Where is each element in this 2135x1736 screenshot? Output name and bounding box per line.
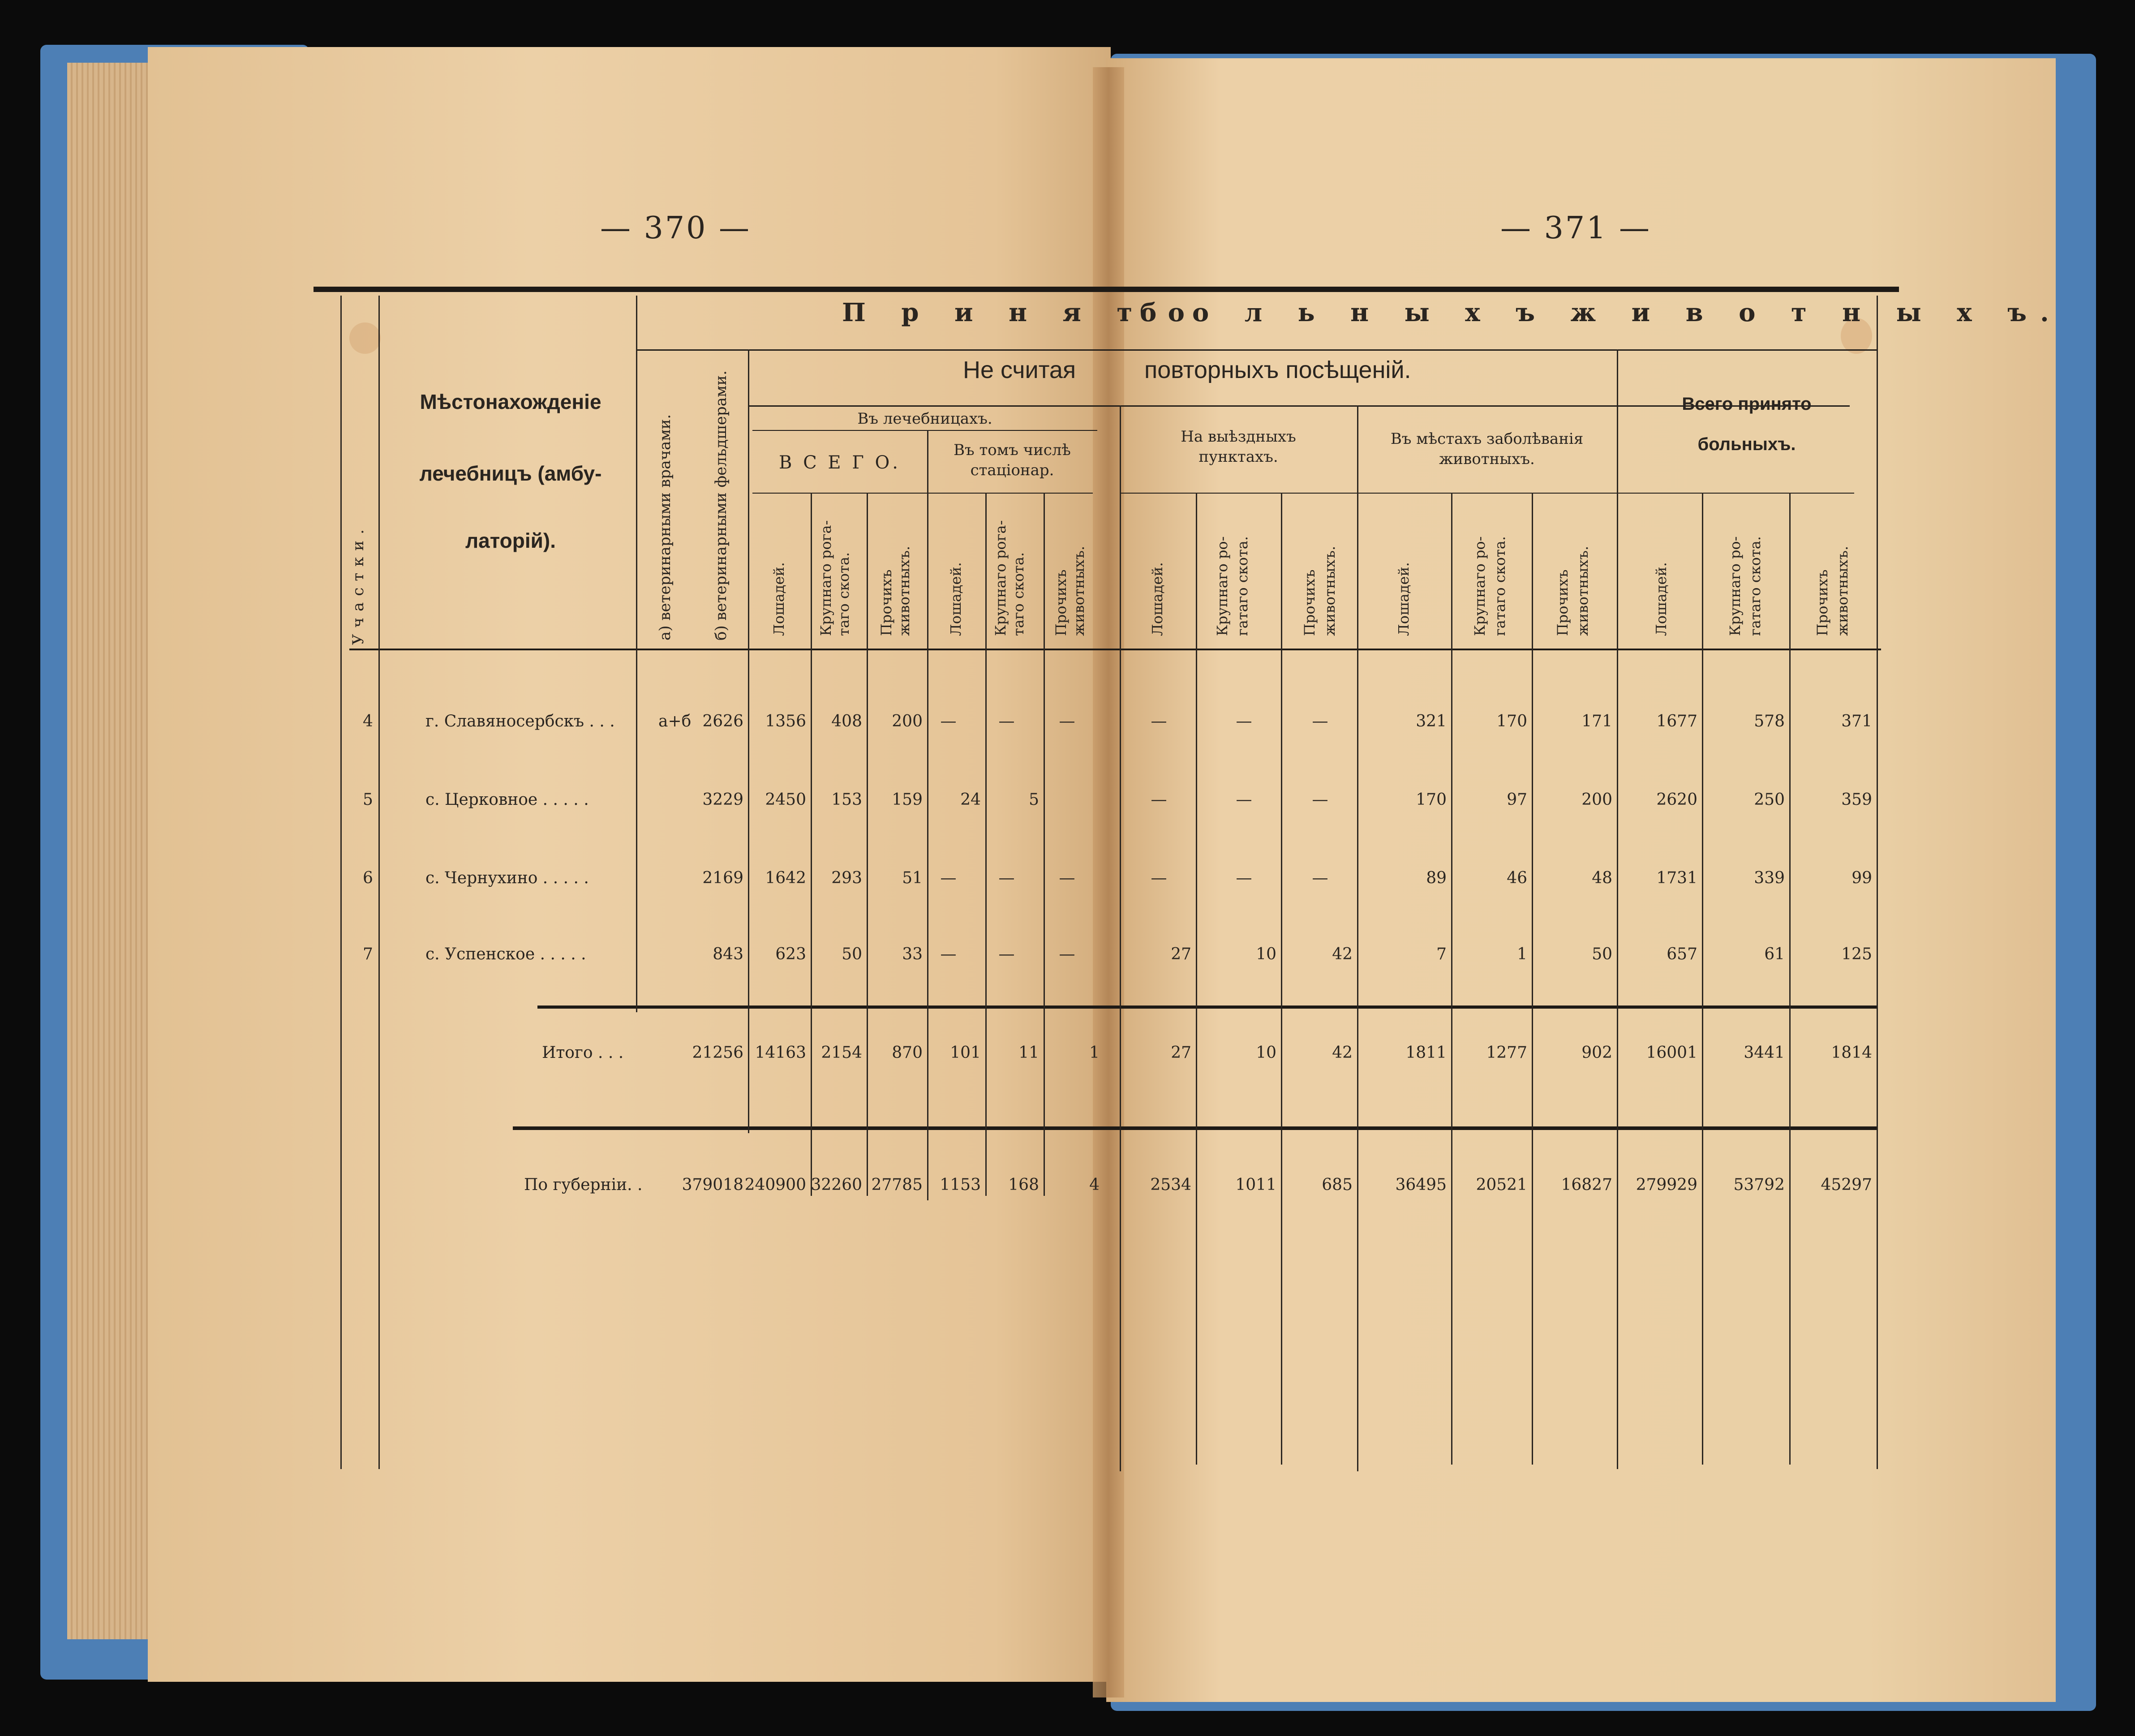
col-cattle: Крупнаго ро- — [1471, 536, 1488, 636]
col-line — [927, 430, 928, 1200]
vsego-header: В С Е Г О. — [778, 452, 901, 473]
table-cell-c: 293 — [831, 869, 862, 887]
col-other: животныхъ. — [896, 546, 913, 636]
itogo-cell-tc: 3441 — [1744, 1044, 1785, 1062]
col-line — [1196, 493, 1197, 1465]
subtitle-right: повторныхъ посѣщеній. — [1144, 357, 1411, 383]
row-location: с. Чернухино . . . . . — [425, 869, 589, 887]
col-line — [1044, 493, 1045, 1196]
itogo-label: Итого . . . — [542, 1044, 624, 1062]
col-line — [811, 493, 812, 1196]
itogo-cell-sh: 101 — [950, 1044, 981, 1062]
table-cell-mh: 321 — [1416, 712, 1447, 730]
location-header-2: лечебницъ (амбу- — [419, 462, 602, 485]
table-cell-vh: 27 — [1171, 945, 1191, 963]
row-location: г. Славяносербскъ . . . — [425, 712, 615, 730]
table-cell-so: — — [1059, 712, 1075, 730]
page-370 — [148, 47, 1111, 1682]
page-number-left: — 370 — — [600, 211, 752, 246]
page-number-right: — 371 — — [1500, 211, 1652, 246]
row-ab: а+б — [658, 712, 692, 730]
col-line — [1357, 405, 1358, 1471]
col-line — [1451, 493, 1452, 1465]
feldshers-header: б) ветеринарными фельдшерами. — [712, 370, 730, 640]
table-cell-vc: — — [1236, 712, 1252, 730]
table-cell-to: 99 — [1851, 869, 1872, 887]
table-cell-vo: — — [1312, 869, 1328, 887]
col-other: Прочихъ — [1814, 569, 1831, 636]
col-line — [748, 349, 749, 1133]
table-cell-so: — — [1059, 869, 1075, 887]
gubernia-cell-th: 279929 — [1636, 1176, 1697, 1194]
itogo-cell-c: 2154 — [821, 1044, 862, 1062]
row-uchastok: 4 — [363, 712, 373, 730]
table-cell-sh: — — [940, 869, 957, 887]
itogo-cell-vc: 10 — [1256, 1044, 1276, 1062]
table-cell-mh: 7 — [1436, 945, 1447, 963]
table-cell-sh: 24 — [960, 791, 981, 809]
row-location: с. Церковное . . . . . — [425, 791, 589, 809]
col-cattle: гатаго скота. — [1491, 536, 1508, 636]
col-line — [985, 493, 987, 1196]
paper-stain — [349, 322, 381, 354]
gubernia-label: По губерніи. . — [524, 1176, 643, 1194]
table-cell-sc: — — [998, 945, 1015, 963]
table-cell-tc: 578 — [1754, 712, 1785, 730]
col-cattle: Крупнаго рога- — [992, 520, 1009, 636]
col-line — [1877, 296, 1878, 1469]
col-horses: Лошадей. — [1653, 562, 1670, 636]
doctors-header: а) ветеринарными врачами. — [656, 414, 674, 640]
table-cell-h: 1356 — [765, 712, 806, 730]
gubernia-cell-mo: 16827 — [1561, 1176, 1612, 1194]
subtitle-left: Не считая — [963, 357, 1076, 383]
table-cell-mh: 89 — [1426, 869, 1447, 887]
table-cell-so: — — [1059, 945, 1075, 963]
header-rule — [1120, 493, 1854, 494]
gubernia-cell-o: 27785 — [871, 1176, 923, 1194]
itogo-cell-sc: 11 — [1018, 1044, 1039, 1062]
table-cell-mc: 1 — [1517, 945, 1527, 963]
table-cell-mc: 97 — [1507, 791, 1527, 809]
col-line — [1617, 349, 1618, 1469]
col-cattle: Крупнаго ро- — [1214, 536, 1231, 636]
col-line — [1789, 493, 1791, 1465]
itogo-cell-vh: 27 — [1171, 1044, 1191, 1062]
gubernia-cell-c: 32260 — [811, 1176, 862, 1194]
col-line — [636, 296, 637, 1012]
table-cell-tc: 250 — [1754, 791, 1785, 809]
col-line — [1702, 493, 1703, 1465]
table-cell-to: 371 — [1841, 712, 1872, 730]
table-cell-vh: — — [1151, 712, 1167, 730]
table-cell-sh: — — [940, 712, 957, 730]
col-cattle: гатаго скота. — [1234, 536, 1251, 636]
itogo-cell-so: 1 — [1089, 1044, 1100, 1062]
main-title-left: П р и н я т о — [842, 298, 1198, 327]
row-uchastok: 5 — [363, 791, 373, 809]
itogo-cell-th: 16001 — [1646, 1044, 1697, 1062]
table-cell-th: 2620 — [1656, 791, 1697, 809]
table-cell-sh: — — [940, 945, 957, 963]
header-rule — [636, 349, 1877, 351]
table-cell-vc: 10 — [1256, 945, 1276, 963]
stationary-header-1: Въ томъ числѣ — [954, 441, 1071, 459]
col-horses: Лошадей. — [1395, 562, 1412, 636]
table-cell-vh: — — [1151, 791, 1167, 809]
col-horses: Лошадей. — [947, 562, 964, 636]
table-cell-tc: 61 — [1764, 945, 1785, 963]
table-cell-h: 623 — [775, 945, 806, 963]
table-cell-vh: — — [1151, 869, 1167, 887]
col-cattle: Крупнаго ро- — [1727, 536, 1744, 636]
header-rule — [752, 493, 1093, 494]
col-line — [1120, 405, 1121, 1471]
col-other: Прочихъ — [1554, 569, 1571, 636]
gubernia-cell-so: 4 — [1089, 1176, 1100, 1194]
col-line — [340, 296, 342, 1469]
table-cell-c: 153 — [831, 791, 862, 809]
itogo-cell-o: 870 — [892, 1044, 923, 1062]
col-line — [1281, 493, 1282, 1465]
col-other: животныхъ. — [1574, 546, 1591, 636]
table-cell-o: 33 — [902, 945, 923, 963]
gubernia-rule — [513, 1126, 1877, 1130]
gubernia-cell-vc: 1011 — [1235, 1176, 1276, 1194]
table-cell-total: 2169 — [702, 869, 743, 887]
col-cattle: Крупнаго рога- — [817, 520, 834, 636]
location-header-3: латорій). — [465, 529, 556, 552]
row-uchastok: 6 — [363, 869, 373, 887]
table-cell-mc: 46 — [1507, 869, 1527, 887]
table-cell-sc: — — [998, 712, 1015, 730]
total-received-header-2: больныхъ. — [1697, 434, 1796, 454]
table-cell-tc: 339 — [1754, 869, 1785, 887]
col-cattle: гатаго скота. — [1747, 536, 1764, 636]
itogo-cell-mh: 1811 — [1405, 1044, 1447, 1062]
itogo-cell-to: 1814 — [1831, 1044, 1872, 1062]
table-cell-to: 359 — [1841, 791, 1872, 809]
table-cell-h: 2450 — [765, 791, 806, 809]
col-horses: Лошадей. — [770, 562, 787, 636]
gubernia-cell-to: 45297 — [1821, 1176, 1872, 1194]
itogo-cell-vo: 42 — [1332, 1044, 1353, 1062]
table-cell-mh: 170 — [1416, 791, 1447, 809]
row-location: с. Успенское . . . . . — [425, 945, 586, 963]
table-cell-vo: — — [1312, 712, 1328, 730]
table-cell-c: 408 — [831, 712, 862, 730]
gubernia-cell-mc: 20521 — [1476, 1176, 1527, 1194]
total-received-header-1: Всего принято — [1682, 394, 1812, 414]
stationary-header-2: стаціонар. — [970, 461, 1054, 479]
table-cell-mo: 200 — [1581, 791, 1612, 809]
itogo-cell-total: 21256 — [692, 1044, 743, 1062]
field-points-header-2: пунктахъ. — [1199, 448, 1278, 466]
table-cell-h: 1642 — [765, 869, 806, 887]
table-cell-sc: — — [998, 869, 1015, 887]
gubernia-cell-tc: 53792 — [1733, 1176, 1785, 1194]
table-cell-c: 50 — [842, 945, 862, 963]
table-cell-vc: — — [1236, 869, 1252, 887]
table-cell-total: 843 — [713, 945, 743, 963]
col-other: животныхъ. — [1321, 546, 1338, 636]
header-bottom-rule — [349, 649, 1881, 650]
gubernia-cell-sc: 168 — [1008, 1176, 1039, 1194]
table-cell-total: 2626 — [702, 712, 743, 730]
gubernia-cell-vh: 2534 — [1150, 1176, 1191, 1194]
col-other: Прочихъ — [878, 569, 895, 636]
table-cell-th: 1677 — [1656, 712, 1697, 730]
col-line — [1532, 493, 1533, 1465]
table-cell-vo: 42 — [1332, 945, 1353, 963]
col-cattle: таго скота. — [1010, 552, 1027, 636]
table-cell-th: 1731 — [1656, 869, 1697, 887]
table-cell-to: 125 — [1841, 945, 1872, 963]
col-other: животныхъ. — [1070, 546, 1087, 636]
table-cell-vc: — — [1236, 791, 1252, 809]
location-header-1: Мѣстонахожденіе — [420, 390, 601, 413]
main-title-right: б о л ь н ы х ъ ж и в о т н ы х ъ. — [1140, 298, 2062, 327]
table-cell-mc: 170 — [1496, 712, 1527, 730]
gubernia-cell-h: 240900 — [744, 1176, 806, 1194]
table-cell-mo: 50 — [1592, 945, 1612, 963]
table-cell-mo: 48 — [1592, 869, 1612, 887]
table-cell-vo: — — [1312, 791, 1328, 809]
in-clinics-header: Въ лечебницахъ. — [857, 410, 992, 428]
col-other: Прочихъ — [1301, 569, 1318, 636]
table-cell-sc: 5 — [1029, 791, 1039, 809]
table-cell-th: 657 — [1667, 945, 1697, 963]
table-cell-mo: 171 — [1581, 712, 1612, 730]
col-other: животныхъ. — [1834, 546, 1851, 636]
itogo-cell-mo: 902 — [1581, 1044, 1612, 1062]
col-cattle: таго скота. — [835, 552, 852, 636]
field-points-header-1: На выѣздныхъ — [1181, 428, 1296, 446]
col-line — [867, 493, 868, 1196]
uchastki-header: Участки. — [349, 523, 367, 645]
header-rule — [752, 430, 1097, 431]
disease-places-header-1: Въ мѣстахъ заболѣванія — [1390, 430, 1584, 448]
table-cell-total: 3229 — [702, 791, 743, 809]
table-cell-o: 200 — [892, 712, 923, 730]
gubernia-cell-sh: 1153 — [940, 1176, 981, 1194]
table-top-rule — [314, 287, 1899, 292]
table-cell-o: 159 — [892, 791, 923, 809]
itogo-cell-h: 14163 — [755, 1044, 806, 1062]
gubernia-cell-mh: 36495 — [1395, 1176, 1447, 1194]
gubernia-cell-total: 379018 — [682, 1176, 743, 1194]
itogo-rule — [537, 1006, 1877, 1009]
col-line — [378, 296, 380, 1469]
col-other: Прочихъ — [1052, 569, 1070, 636]
row-uchastok: 7 — [363, 945, 373, 963]
col-horses: Лошадей. — [1149, 562, 1166, 636]
disease-places-header-2: животныхъ. — [1439, 450, 1535, 468]
gubernia-cell-vo: 685 — [1322, 1176, 1353, 1194]
itogo-cell-mc: 1277 — [1486, 1044, 1527, 1062]
table-cell-o: 51 — [902, 869, 923, 887]
